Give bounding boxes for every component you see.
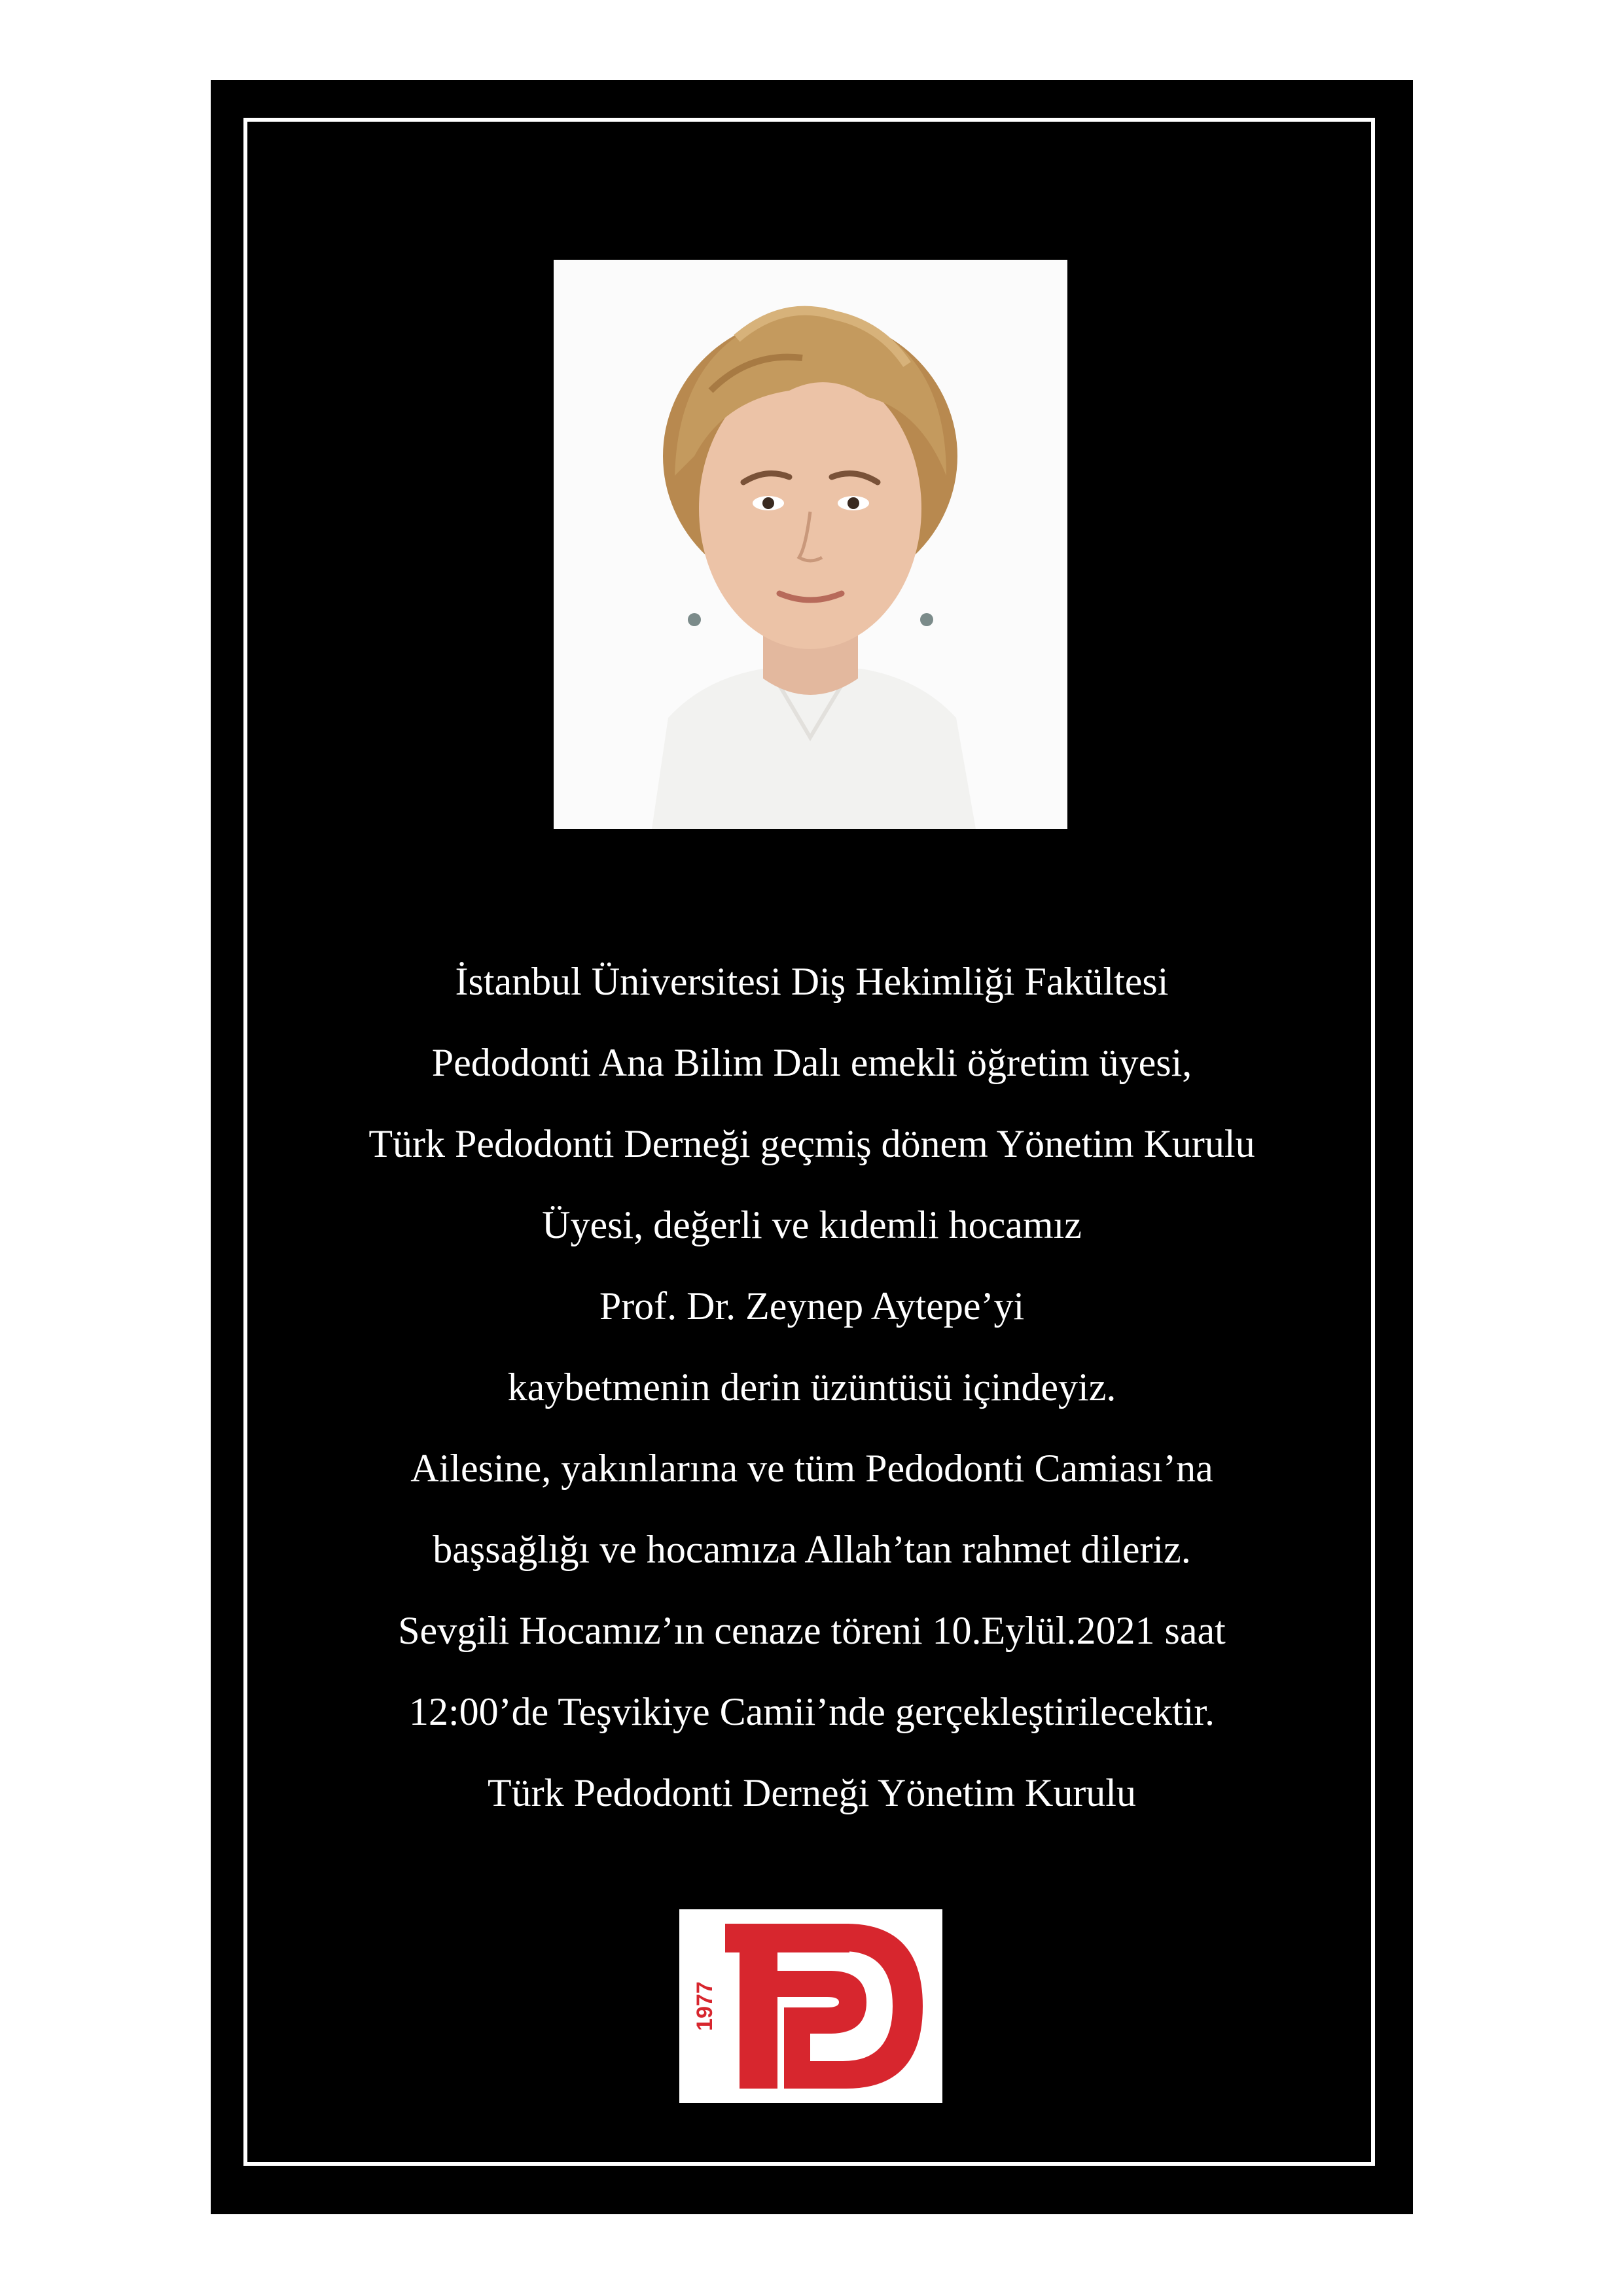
message-line: kaybetmenin derin üzüntüsü içindeyiz. <box>507 1366 1116 1409</box>
message-line: İstanbul Üniversitesi Diş Hekimliği Fakültesi <box>455 960 1169 1003</box>
tpd-logo-icon <box>679 1909 942 2103</box>
obituary-card <box>211 80 1413 2214</box>
message-line: Üyesi, değerli ve kıdemli hocamız <box>542 1203 1082 1246</box>
portrait-illustration <box>554 260 1067 829</box>
message-line: Ailesine, yakınlarına ve tüm Pedodonti Camiası’na <box>410 1447 1213 1490</box>
message-line: 12:00’de Teşvikiye Camii’nde gerçekleştirilecektir. <box>409 1690 1215 1733</box>
signature-line: Türk Pedodonti Derneği Yönetim Kurulu <box>488 1771 1136 1814</box>
condolence-message <box>211 941 1413 1833</box>
message-line: Pedodonti Ana Bilim Dalı emekli öğretim üyesi, <box>431 1041 1192 1084</box>
message-line: başsağlığı ve hocamıza Allah’tan rahmet dileriz. <box>433 1528 1191 1571</box>
message-line: Prof. Dr. Zeynep Aytepe’yi <box>599 1284 1025 1328</box>
message-line: Sevgili Hocamız’ın cenaze töreni 10.Eylül.2021 saat <box>398 1609 1226 1652</box>
portrait-photo <box>554 260 1067 829</box>
message-line: Türk Pedodonti Derneği geçmiş dönem Yönetim Kurulu <box>368 1122 1255 1165</box>
logo-year: 1977 <box>692 1981 717 2031</box>
